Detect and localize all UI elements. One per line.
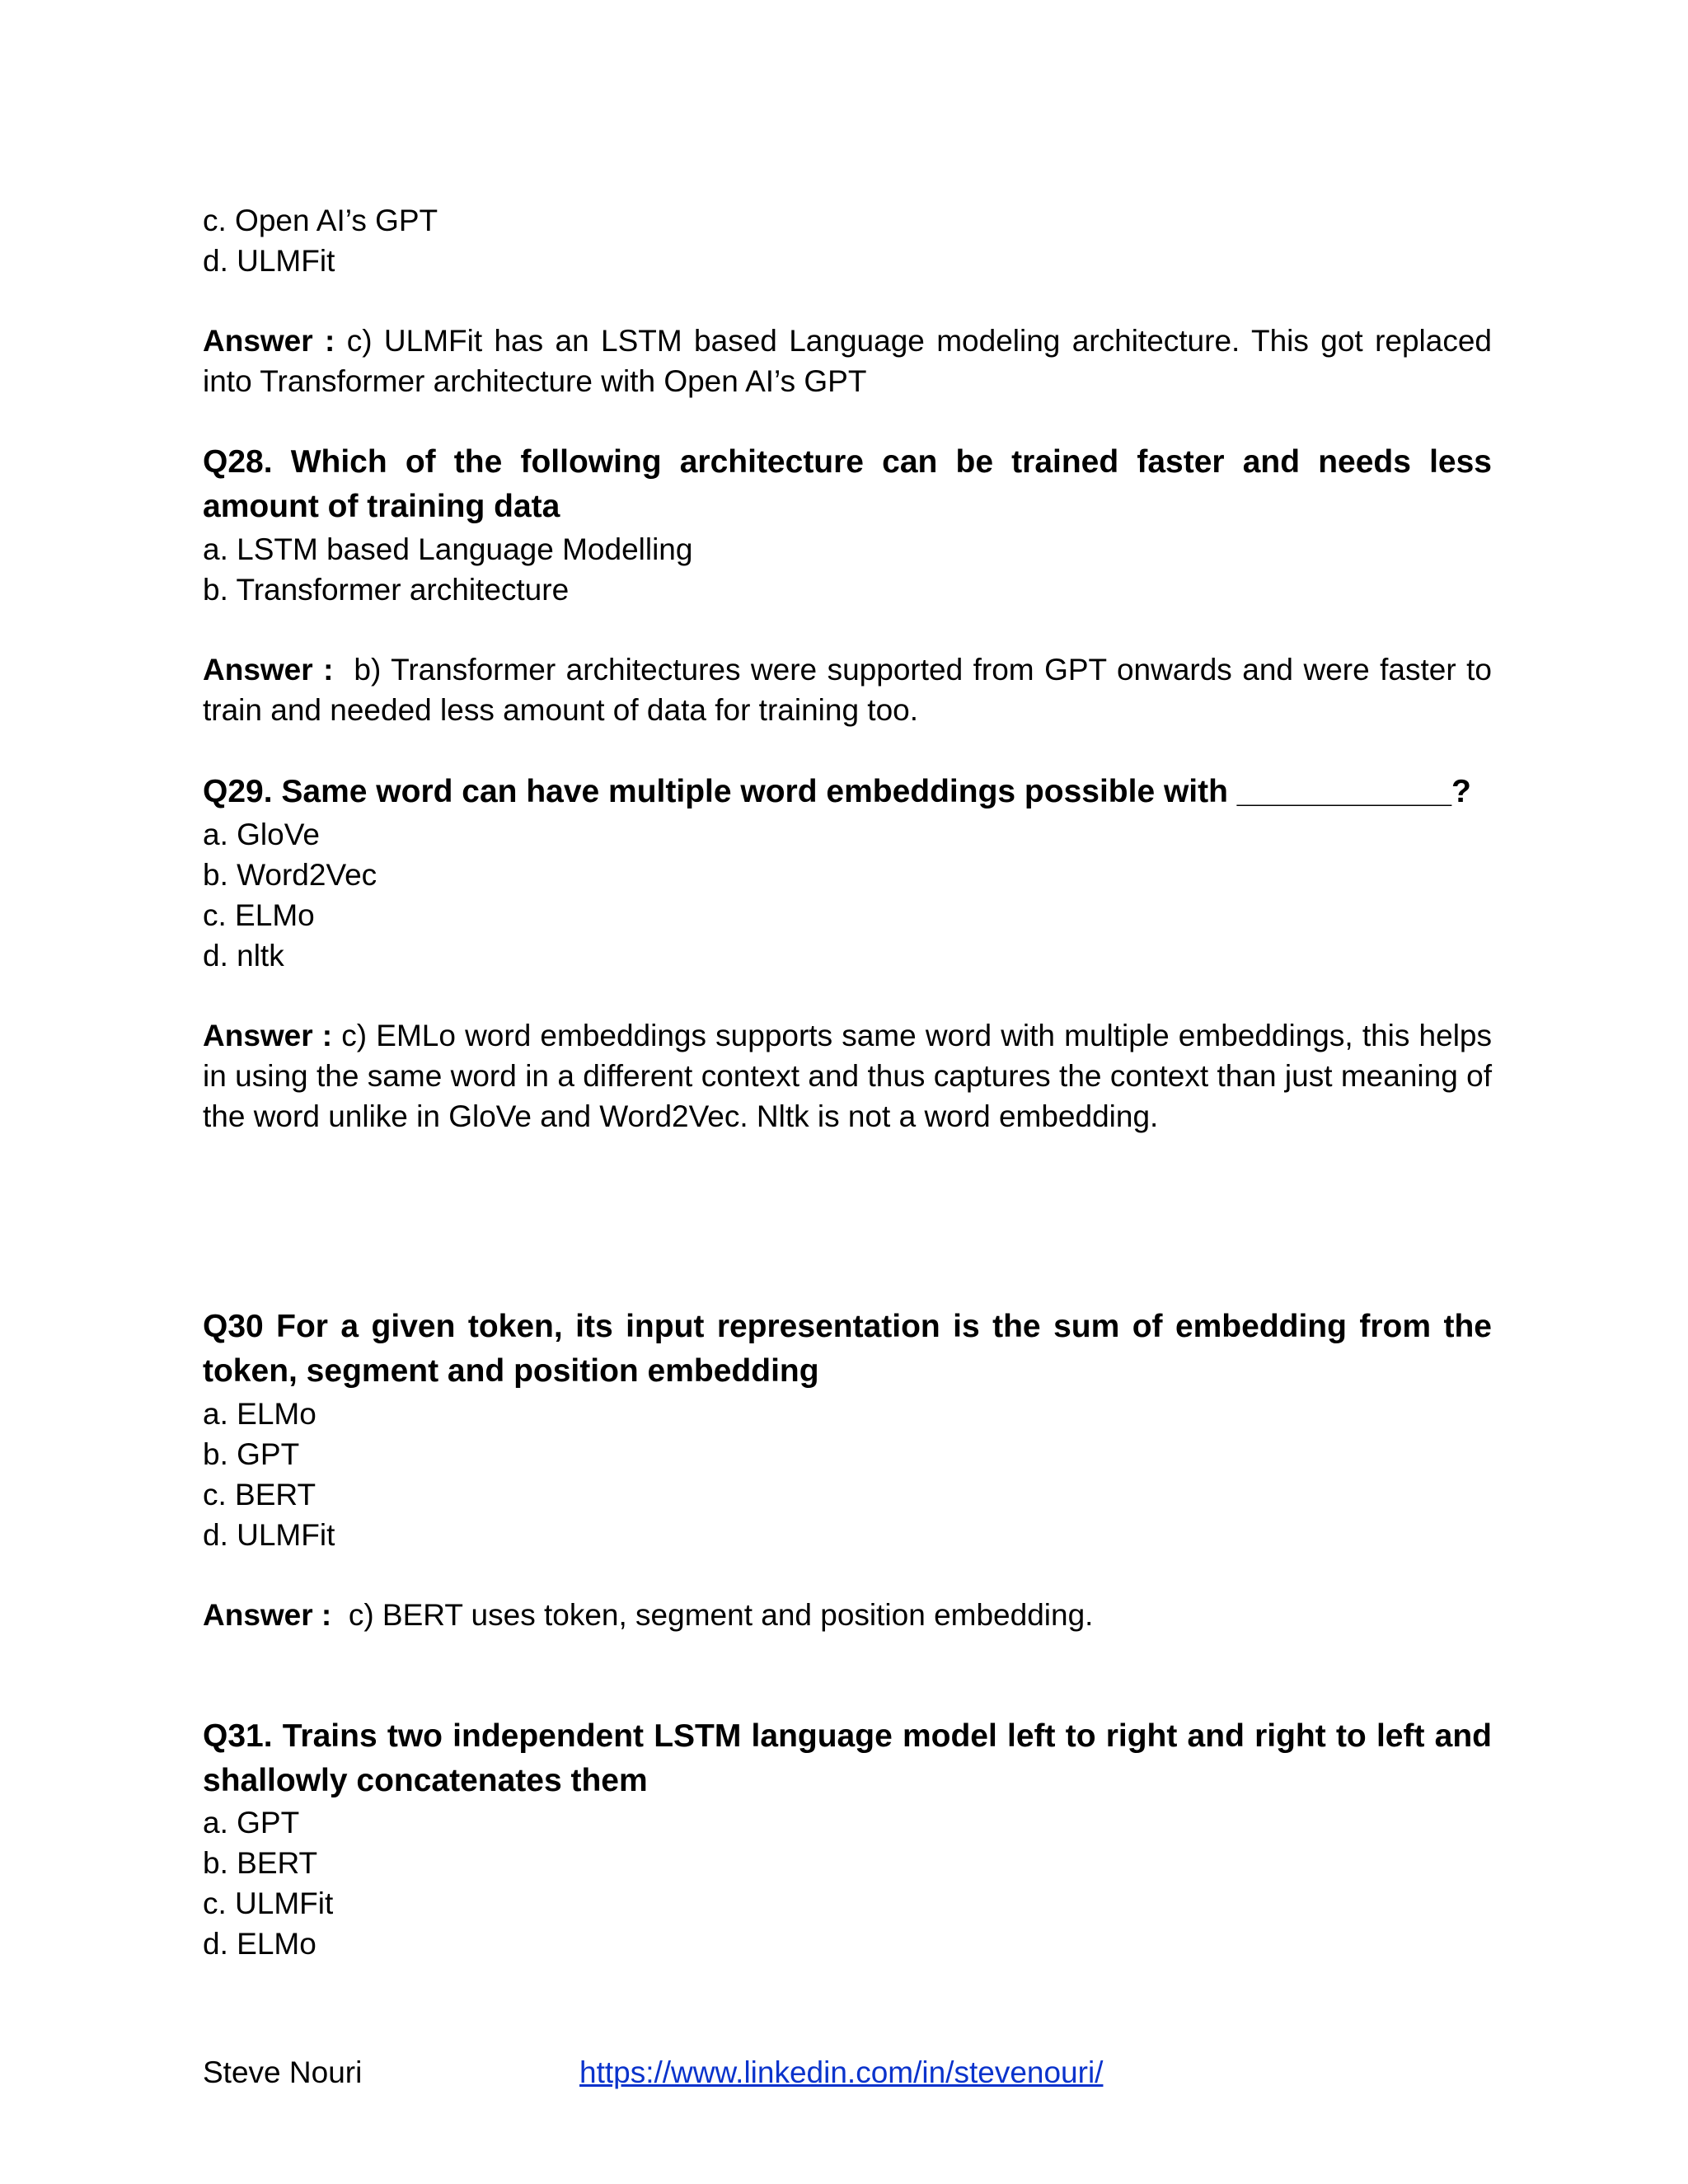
option-b: b. Transformer architecture: [203, 573, 570, 607]
option-a: a. GloVe: [203, 818, 320, 851]
answer-text: b) Transformer architectures were supported from GPT onwards and were faster to train and needed less amount of data for training too.: [203, 653, 1492, 727]
answer-label: Answer :: [203, 1019, 333, 1052]
option-b: b. Word2Vec: [203, 858, 377, 892]
answer-28: [203, 649, 1492, 730]
question-31: Q31. Trains two independent LSTM language model left to right and right to left and shallowly concatenates them: [203, 1718, 1492, 1798]
answer-27: [203, 321, 1492, 401]
question-29: Q29. Same word can have multiple word embeddings possible with ____________?: [203, 774, 1471, 809]
question-28: Q28. Which of the following architecture can be trained faster and needs less amount of training data: [203, 444, 1492, 524]
answer-text: c) EMLo word embeddings supports same word with multiple embeddings, this helps in using the same word in a different context and thus captures the context than just meaning of the word unlike in GloVe and Word2Vec. Nltk is not a word embedding.: [203, 1019, 1493, 1133]
option-a: a. ELMo: [203, 1397, 316, 1431]
option-a: a. LSTM based Language Modelling: [203, 532, 693, 566]
answer-text: c) ULMFit has an LSTM based Language modeling architecture. This got replaced into Transformer architecture with Open AI’s GPT: [203, 324, 1492, 398]
answer-label: Answer :: [203, 324, 335, 358]
option-c: c. Open AI’s GPT: [203, 204, 438, 237]
footer-linkedin-link[interactable]: https://www.linkedin.com/in/stevenouri/: [579, 2055, 1104, 2089]
option-d: d. ULMFit: [203, 244, 335, 278]
answer-label: Answer :: [203, 653, 334, 687]
option-c: c. ULMFit: [203, 1886, 334, 1920]
option-d: d. nltk: [203, 939, 284, 972]
option-d: d. ULMFit: [203, 1518, 335, 1552]
option-c: c. ELMo: [203, 898, 315, 932]
option-a: a. GPT: [203, 1806, 300, 1840]
option-c: c. BERT: [203, 1478, 316, 1511]
answer-text: c) BERT uses token, segment and position embedding.: [348, 1598, 1094, 1632]
answer-30: [203, 1595, 1492, 1635]
answer-label: Answer :: [203, 1598, 332, 1632]
option-b: b. BERT: [203, 1846, 318, 1880]
answer-29: [203, 1015, 1492, 1137]
footer-author: Steve Nouri: [203, 2055, 363, 2089]
option-d: d. ELMo: [203, 1927, 316, 1961]
option-b: b. GPT: [203, 1437, 300, 1471]
question-30: Q30 For a given token, its input representation is the sum of embedding from the token, segment and position embedding: [203, 1309, 1492, 1389]
